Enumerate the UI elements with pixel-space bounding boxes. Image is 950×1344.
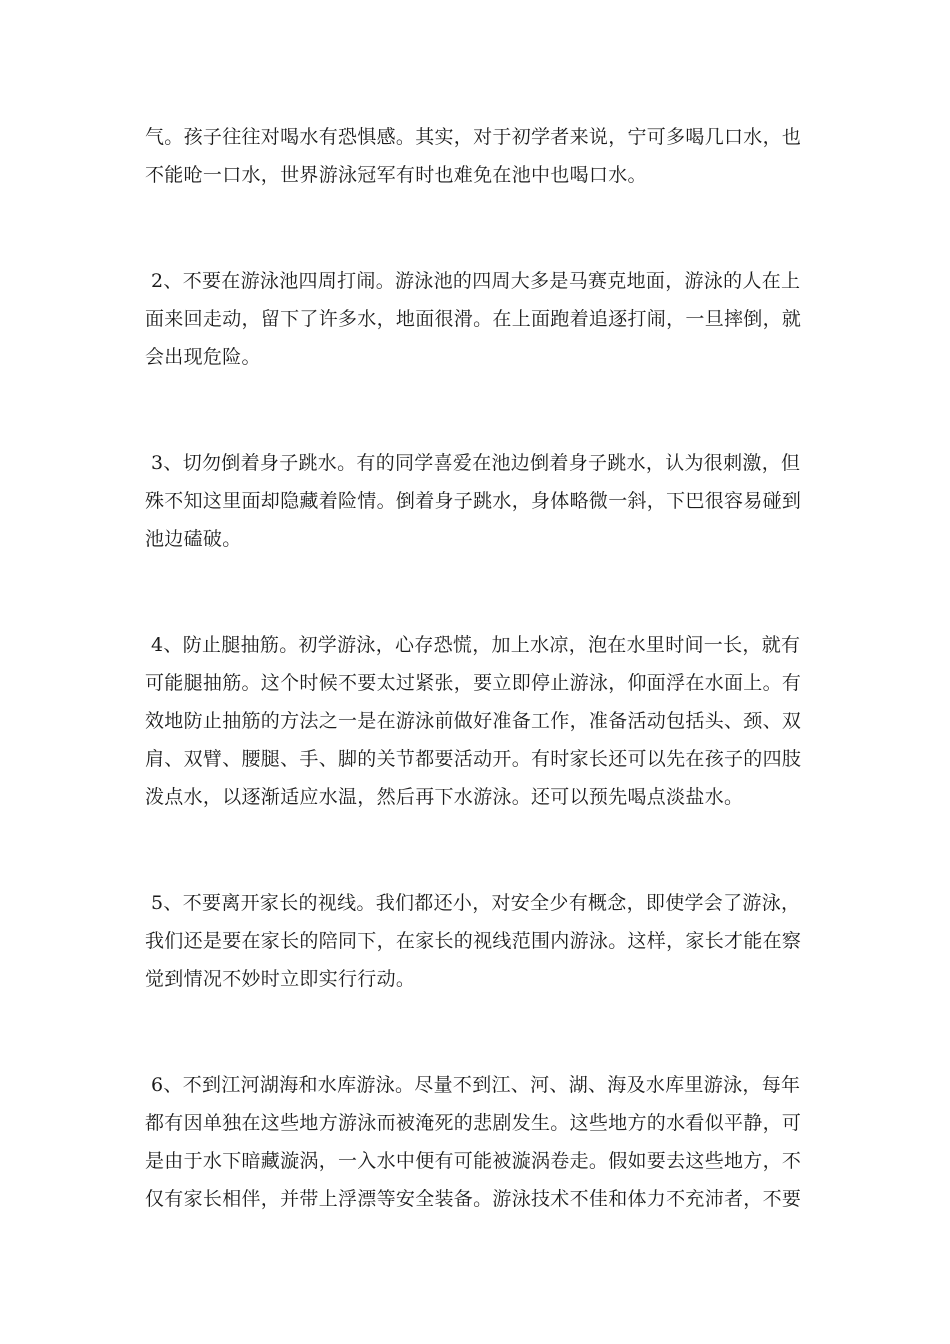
paragraph-item-6 — [145, 1066, 805, 1218]
text-line: 池边磕破。 — [145, 528, 242, 550]
text-line: 6、不到江河湖海和水库游泳。尽量不到江、河、湖、海及水库里游泳，每年 — [151, 1074, 801, 1096]
text-line: 气。孩子往往对喝水有恐惧感。其实，对于初学者来说，宁可多喝几口水，也 — [145, 126, 802, 148]
text-line: 觉到情况不妙时立即实行行动。 — [145, 968, 416, 990]
text-line: 泼点水，以逐渐适应水温，然后再下水游泳。还可以预先喝点淡盐水。 — [145, 786, 744, 808]
paragraph-item-2 — [145, 262, 805, 376]
paragraph-1-continuation — [145, 118, 805, 194]
text-line: 是由于水下暗藏漩涡，一入水中便有可能被漩涡卷走。假如要去这些地方，不 — [145, 1150, 802, 1172]
text-line: 殊不知这里面却隐藏着险情。倒着身子跳水，身体略微一斜，下巴很容易碰到 — [145, 490, 802, 512]
text-line: 效地防止抽筋的方法之一是在游泳前做好准备工作，准备活动包括头、颈、双 — [145, 710, 802, 732]
text-line: 4、防止腿抽筋。初学游泳，心存恐慌，加上水凉，泡在水里时间一长，就有 — [151, 634, 801, 656]
text-line: 2、不要在游泳池四周打闹。游泳池的四周大多是马赛克地面，游泳的人在上 — [151, 270, 801, 292]
document-page — [145, 118, 805, 1218]
paragraph-item-3 — [145, 444, 805, 558]
text-line: 5、不要离开家长的视线。我们都还小，对安全少有概念，即使学会了游泳， — [151, 892, 801, 914]
text-line: 仅有家长相伴，并带上浮漂等安全装备。游泳技术不佳和体力不充沛者，不要 — [145, 1188, 802, 1210]
text-line: 可能腿抽筋。这个时候不要太过紧张，要立即停止游泳，仰面浮在水面上。有 — [145, 672, 802, 694]
text-line: 不能呛一口水，世界游泳冠军有时也难免在池中也喝口水。 — [145, 164, 647, 186]
paragraph-item-4 — [145, 626, 805, 816]
text-line: 肩、双臂、腰腿、手、脚的关节都要活动开。有时家长还可以先在孩子的四肢 — [145, 748, 802, 770]
text-line: 3、切勿倒着身子跳水。有的同学喜爱在池边倒着身子跳水，认为很刺激，但 — [151, 452, 801, 474]
text-line: 我们还是要在家长的陪同下，在家长的视线范围内游泳。这样，家长才能在察 — [145, 930, 802, 952]
text-line: 会出现危险。 — [145, 346, 261, 368]
text-line: 面来回走动，留下了许多水，地面很滑。在上面跑着追逐打闹，一旦摔倒，就 — [145, 308, 802, 330]
text-line: 都有因单独在这些地方游泳而被淹死的悲剧发生。这些地方的水看似平静，可 — [145, 1112, 802, 1134]
paragraph-item-5 — [145, 884, 805, 998]
